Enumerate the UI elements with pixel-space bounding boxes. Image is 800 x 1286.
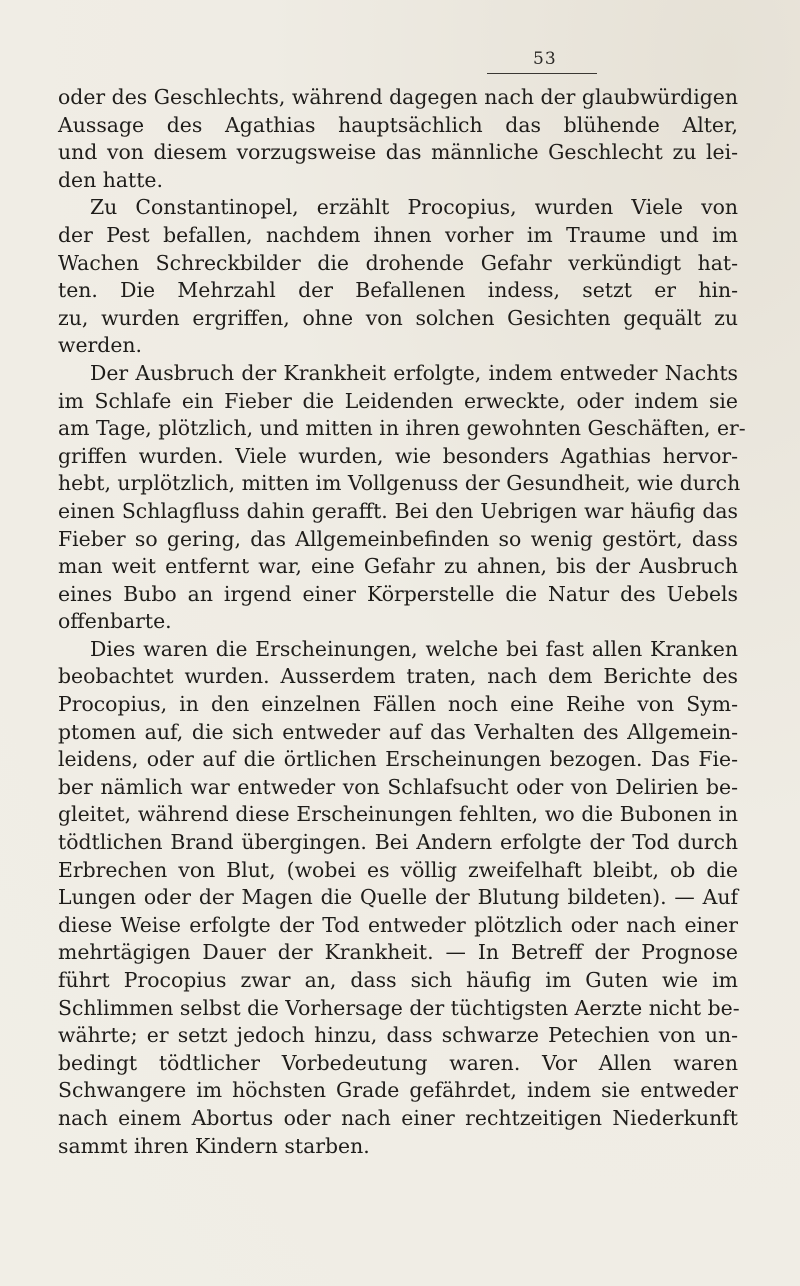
text-line: leidens, oder auf die örtlichen Erscheinungen bezogen. Das Fie- (58, 747, 738, 772)
text-line: ten. Die Mehrzahl der Befallenen indess, setzt er hin- (58, 278, 738, 303)
text-line: man weit entfernt war, eine Gefahr zu ahnen, bis der Ausbruch (58, 554, 738, 579)
text-line: griffen wurden. Viele wurden, wie besonders Agathias hervor- (58, 443, 738, 468)
text-line: einen Schlagfluss dahin gerafft. Bei den Uebrigen war häufig das (58, 498, 738, 523)
text-line: am Tage, plötzlich, und mitten in ihren gewohnten Geschäften, er- (58, 416, 746, 441)
text-line: den hatte. (58, 167, 163, 192)
text-line: eines Bubo an irgend einer Körperstelle die Natur des Uebels (58, 581, 738, 606)
text-line: diese Weise erfolgte der Tod entweder plötzlich oder nach einer (58, 912, 738, 937)
text-line: Lungen oder der Magen die Quelle der Blutung bildeten). — Auf (58, 885, 738, 910)
text-line: bedingt tödtlicher Vorbedeutung waren. Vor Allen waren (58, 1050, 738, 1075)
text-line: ber nämlich war entweder von Schlafsucht oder von Delirien be- (58, 774, 738, 799)
text-line: mehrtägigen Dauer der Krankheit. — In Betreff der Prognose (58, 940, 738, 965)
text-line: Fieber so gering, das Allgemeinbefinden so wenig gestört, dass (58, 526, 738, 551)
text-line: Aussage des Agathias hauptsächlich das blühende Alter, (58, 112, 738, 137)
text-line: werden. (58, 333, 143, 358)
body-text (58, 84, 746, 1160)
text-line: offenbarte. (58, 609, 172, 634)
text-line: währte; er setzt jedoch hinzu, dass schwarze Petechien von un- (58, 1023, 738, 1048)
text-line: Dies waren die Erscheinungen, welche bei fast allen Kranken (90, 636, 738, 661)
text-line: Schlimmen selbst die Vorhersage der tüchtigsten Aerzte nicht be- (58, 995, 740, 1020)
text-line: Erbrechen von Blut, (wobei es völlig zweifelhaft bleibt, ob die (58, 857, 738, 882)
text-line: oder des Geschlechts, während dagegen nach der glaubwürdigen (58, 85, 738, 109)
text-line: gleitet, während diese Erscheinungen fehlten, wo die Bubonen in (58, 802, 738, 827)
text-line: führt Procopius zwar an, dass sich häufig im Guten wie im (58, 968, 738, 992)
text-line: hebt, urplötzlich, mitten im Vollgenuss der Gesundheit, wie durch (58, 471, 741, 496)
text-line: Procopius, in den einzelnen Fällen noch eine Reihe von Sym- (58, 692, 738, 717)
text-line: im Schlafe ein Fieber die Leidenden erweckte, oder indem sie (58, 388, 738, 413)
text-line: nach einem Abortus oder nach einer rechtzeitigen Niederkunft (58, 1105, 738, 1130)
text-line: Wachen Schreckbilder die drohende Gefahr verkündigt hat- (58, 250, 738, 275)
text-line: Zu Constantinopel, erzählt Procopius, wurden Viele von (90, 195, 738, 220)
text-line: tödtlichen Brand übergingen. Bei Andern erfolgte der Tod durch (58, 830, 738, 855)
text-line: und von diesem vorzugsweise das männliche Geschlecht zu lei- (58, 140, 738, 165)
text-line: Schwangere im höchsten Grade gefährdet, indem sie entweder (58, 1078, 738, 1103)
text-line: zu, wurden ergriffen, ohne von solchen Gesichten gequält zu (58, 305, 738, 330)
text-line: ptomen auf, die sich entweder auf das Verhalten des Allgemein- (58, 719, 738, 744)
text-line: der Pest befallen, nachdem ihnen vorher im Traume und im (58, 222, 738, 247)
page-number-rule (487, 73, 597, 74)
text-line: beobachtet wurden. Ausserdem traten, nach dem Berichte des (58, 664, 738, 689)
text-line: sammt ihren Kindern starben. (58, 1133, 370, 1158)
page-number: 53 (533, 49, 557, 69)
text-line: Der Ausbruch der Krankheit erfolgte, indem entweder Nachts (90, 360, 738, 385)
